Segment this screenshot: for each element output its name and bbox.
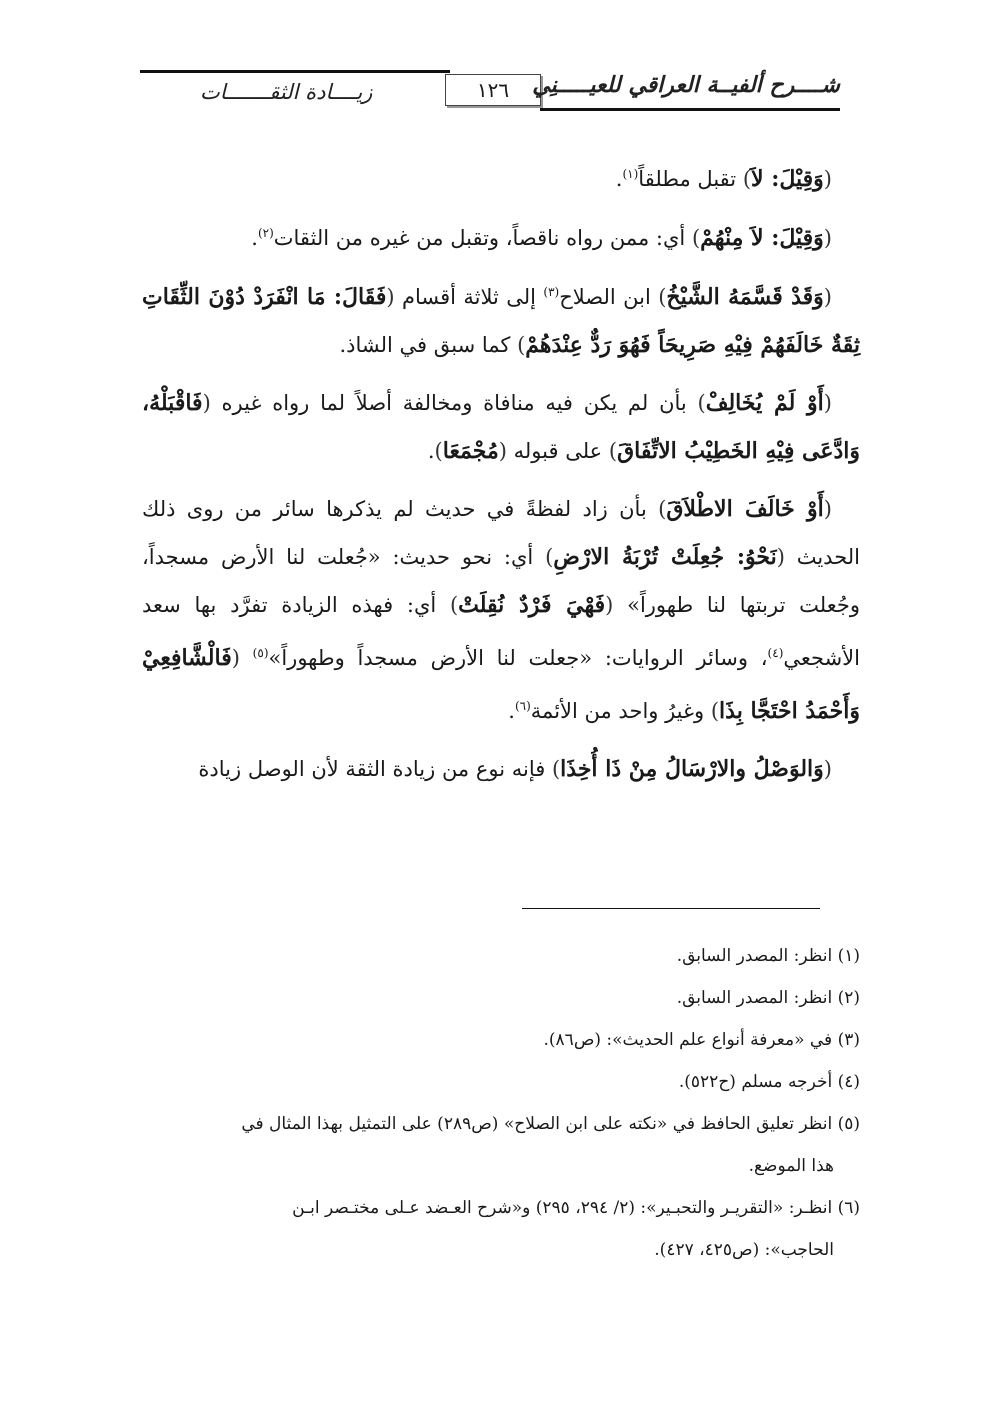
footnote-ref: (٦) (514, 699, 531, 713)
verse-text: فَالْشَّافِعِيْ وَأَحْمَدُ احْتَجَّا بِذَا (142, 645, 860, 724)
commentary-text: ، وسائر الروايات: «جعلت لنا الأرض مسجداً وطهوراً» (268, 646, 768, 670)
footnotes (142, 935, 860, 1271)
verse-text: أَوْ خَالَفَ الاطْلاَقَ (666, 496, 824, 522)
verse-text: وَقِيْلَ: لاَ مِنْهُمْ (700, 225, 824, 251)
verse-text: فَقَالَ: مَا انْفَرَدْ دُوْنَ الثِّقَاتِ ثِقَةٌ خَالَفَهُمْ فِيْهِ صَرِيحَاً فَهُوَ رَدٌّ عِنْدَهُمْ (142, 284, 860, 358)
commentary-text: إلى ثلاثة أقسام (394, 285, 544, 309)
verse-text: وَقَدْ قَسَّمَهُ الشَّيْخُ (666, 284, 824, 310)
header-rule-left (140, 70, 450, 73)
punctuation: . (427, 439, 435, 463)
commentary-text: كما سبق في الشاذ. (339, 333, 518, 357)
main-text (142, 150, 860, 803)
punctuation: . (615, 167, 623, 191)
commentary-text: بأن لم يكن فيه منافاة ومخالفة أصلاً لما رواه غيره (210, 391, 698, 415)
commentary-text: أي: فهذه الزيادة تفرَّد بها سعد الأشجعي (142, 593, 860, 670)
commentary-text: أي: نحو حديث: «جُعلت لنا الأرض مسجداً، وجُعلت تربتها لنا طهوراً» (142, 545, 861, 617)
footnote: (٤) أخرجه مسلم (ح٥٢٢). (678, 1072, 860, 1092)
verse-text: فَهْيَ فَرْدٌ نُقِلَتْ (458, 592, 606, 618)
footnote-continuation: الحاجب»: (ص٤٢٥، ٤٢٧). (654, 1240, 834, 1260)
commentary-text: فإنه نوع من زيادة الثقة لأن الوصل زيادة (198, 757, 552, 781)
paragraph: (وَقِيْلَ: لاَ) تقبل مطلقاً$^{(١)}$. (615, 166, 832, 192)
paragraph: (أَوْ خَالَفَ الاطْلاَقَ) بأن زاد لفظةً في حديث لم يذكرها سائر من روى ذلك الحديث (نَحْوُ: جُعِلَتْ تُرْبَةُ الارْضِ) أي: نحو حديث: «جُعلت لنا الأرض مسجداً، وجُعلت تربتها لنا طهوراً» (فَهْيَ فَرْدٌ نُقِلَتْ) أي: فهذه الزيادة تفرَّد بها سعد الأشجعي$^{(٤)}$، وسائر الروايات: «جعلت لنا الأرض مسجداً وطهوراً»$^{(٥)}$ (فَالْشَّافِعِيْ وَأَحْمَدُ احْتَجَّا بِذَا) وغيرُ واحد من الأئمة$^{(٦)}$. (142, 496, 861, 724)
footnote: (٦) انظـر: «التقريـر والتحبـير»: (٢/ ٢٩٤، ٢٩٥) و«شرح العـضد عـلى مختـصر ابـن (292, 1198, 860, 1218)
verse-text: وَالوَصْلُ والارْسَالُ مِنْ ذَا أُخِذَا (560, 756, 824, 782)
footnote-separator (522, 908, 820, 909)
verse-text: نَحْوُ: جُعِلَتْ تُرْبَةُ الارْضِ (553, 544, 777, 570)
footnote: (٢) انظر: المصدر السابق. (676, 988, 860, 1008)
page-header (140, 68, 840, 116)
commentary-text: أي: ممن رواه ناقصاً، وتقبل من غيره من الثقات (273, 226, 692, 250)
punctuation: . (251, 226, 258, 250)
verse-text: أَوْ لَمْ يُخَالِفْ (705, 390, 824, 416)
paragraph: (أَوْ لَمْ يُخَالِفْ) بأن لم يكن فيه منافاة ومخالفة أصلاً لما رواه غيره (فَاقْبَلْهُ، وَادَّعَى فِيْهِ الخَطِيْبُ الاتِّفَاقَ) على قبوله (مُجْمَعَا). (142, 390, 860, 464)
footnote-ref: (٢) (257, 226, 274, 240)
footnote-ref: (٥) (252, 646, 269, 660)
footnote-ref: (٣) (543, 285, 560, 299)
commentary-text: ابن الصلاح (559, 285, 659, 309)
verse-text: مُجْمَعَا (442, 438, 499, 464)
paragraph: (وَقِيْلَ: لاَ مِنْهُمْ) أي: ممن رواه ناقصاً، وتقبل من غيره من الثقات$^{(٢)}$. (251, 225, 832, 251)
punctuation: . (508, 699, 515, 723)
commentary-text: على قبوله (506, 439, 609, 463)
footnote-ref: (١) (622, 167, 639, 181)
book-title: شــــرح ألفيــة العراقي للعيـــــنِي (532, 72, 840, 98)
paragraph: (وَالوَصْلُ والارْسَالُ مِنْ ذَا أُخِذَا) فإنه نوع من زيادة الثقة لأن الوصل زيادة (198, 756, 832, 782)
footnote: (١) انظر: المصدر السابق. (676, 946, 860, 966)
spacer-text (240, 646, 253, 670)
commentary-text: تقبل مطلقاً (638, 167, 743, 191)
footnote-ref: (٤) (767, 646, 784, 660)
verse-text: وَقِيْلَ: لاَ (751, 166, 824, 192)
footnote: (٥) انظر تعليق الحافظ في «نكته على ابن الصلاح» (ص٢٨٩) على التمثيل بهذا المثال في (241, 1114, 860, 1134)
commentary-text: بأن زاد لفظةً في حديث لم يذكرها سائر من روى ذلك الحديث (142, 497, 860, 569)
page-number: ١٢٦ (445, 74, 541, 106)
header-rule-right (540, 108, 840, 111)
commentary-text: وغيرُ واحد من الأئمة (530, 699, 711, 723)
footnote: (٣) في «معرفة أنواع علم الحديث»: (ص٨٦). (543, 1030, 860, 1050)
footnote-continuation: هذا الموضع. (748, 1156, 834, 1176)
verse-text: فَاقْبَلْهُ، وَادَّعَى فِيْهِ الخَطِيْبُ الاتِّفَاقَ (142, 390, 860, 464)
section-title: زيــــادة الثقـــــــات (200, 80, 373, 104)
paragraph: (وَقَدْ قَسَّمَهُ الشَّيْخُ) ابن الصلاح$^{(٣)}$ إلى ثلاثة أقسام (فَقَالَ: مَا انْفَرَدْ دُوْنَ الثِّقَاتِ ثِقَةٌ خَالَفَهُمْ فِيْهِ صَرِيحَاً فَهُوَ رَدٌّ عِنْدَهُمْ) كما سبق في الشاذ. (142, 284, 860, 358)
